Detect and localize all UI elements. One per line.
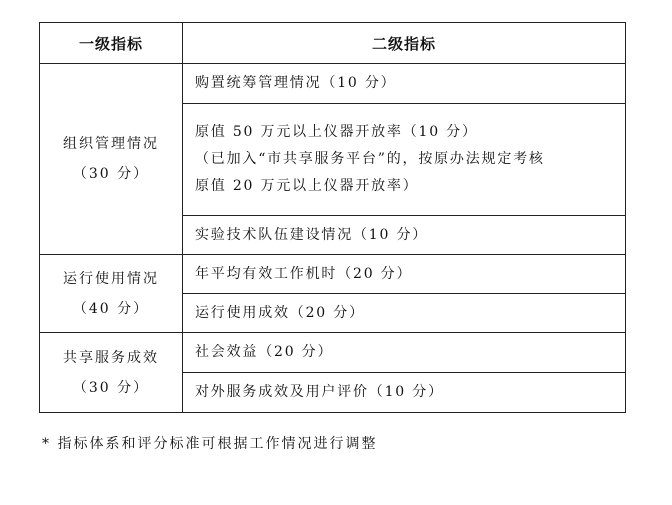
indicator-cell — [183, 333, 626, 373]
indicator-table — [39, 22, 626, 413]
indicator-text: 对外服务成效及用户评价（10 分） — [195, 384, 444, 400]
category-cell — [40, 64, 183, 255]
indicator-cell — [183, 255, 626, 294]
indicator-cell — [183, 373, 626, 413]
category-score: （30 分） — [72, 166, 150, 182]
indicator-text: 年平均有效工作机时（20 分） — [195, 265, 413, 282]
indicator-note: （已加入“市共享服务平台”的，按原办法规定考核 — [195, 151, 545, 167]
category-cell — [40, 255, 183, 333]
category-score: （40 分） — [72, 300, 150, 317]
table-row — [40, 333, 626, 373]
indicator-cell — [183, 104, 626, 216]
header-level1: 一级指标 — [40, 23, 183, 64]
category-name: 运行使用情况 — [63, 270, 159, 287]
category-score: （30 分） — [72, 379, 150, 396]
header-level2: 二级指标 — [183, 23, 626, 64]
indicator-text: 实验技术队伍建设情况（10 分） — [195, 226, 429, 243]
table-header-row — [40, 23, 626, 64]
indicator-text: 运行使用成效（20 分） — [195, 304, 365, 321]
indicator-cell — [183, 216, 626, 255]
category-name: 共享服务成效 — [63, 349, 159, 366]
category-cell — [40, 333, 183, 413]
indicator-table-container — [39, 22, 625, 413]
category-name: 组织管理情况 — [63, 136, 159, 152]
indicator-cell — [183, 64, 626, 104]
indicator-cell — [183, 294, 626, 333]
footnote: * 指标体系和评分标准可根据工作情况进行调整 — [42, 436, 378, 452]
table-row — [40, 255, 626, 294]
indicator-text: 原值 50 万元以上仪器开放率（10 分） — [195, 124, 478, 140]
table-row — [40, 64, 626, 104]
indicator-text: 社会效益（20 分） — [195, 344, 334, 360]
indicator-text: 购置统筹管理情况（10 分） — [195, 75, 397, 91]
indicator-note: 原值 20 万元以上仪器开放率） — [195, 178, 419, 194]
